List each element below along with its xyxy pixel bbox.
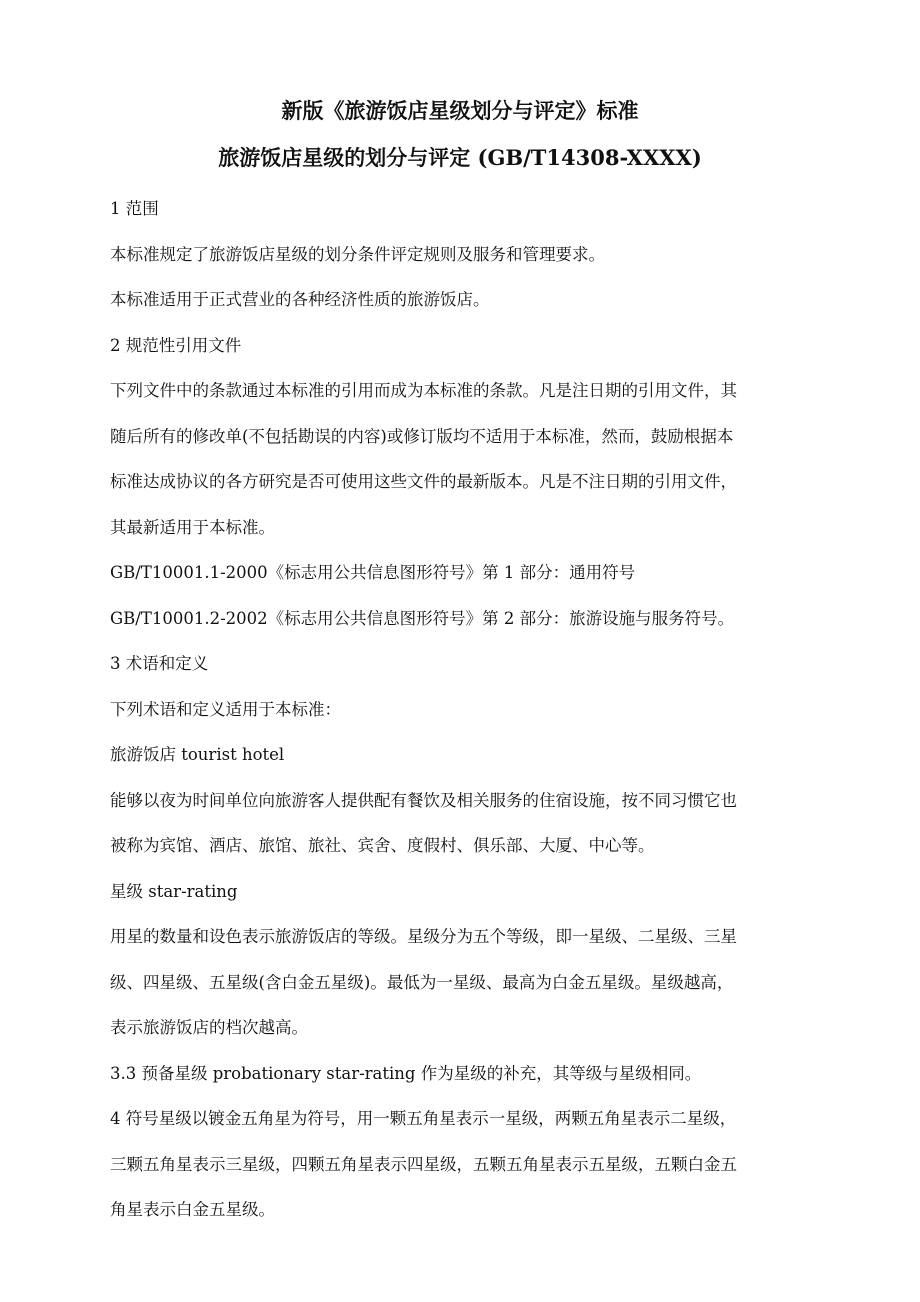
section-heading-scope: 1 范围 [110, 199, 159, 218]
reference-item: GB/T10001.1-2000《标志用公共信息图形符号》第 1 部分：通用符号 [110, 563, 636, 582]
paragraph-line: 其最新适用于本标准。 [110, 517, 275, 537]
reference-item: GB/T10001.2-2002《标志用公共信息图形符号》第 2 部分：旅游设施与服务符号。 [110, 608, 735, 628]
document-body [110, 186, 815, 1233]
paragraph-line: 本标准规定了旅游饭店星级的划分条件评定规则及服务和管理要求。 [110, 244, 605, 264]
paragraph-line: 随后所有的修改单(不包括勘误的内容)或修订版均不适用于本标准，然而，鼓励根据本 [110, 426, 734, 446]
paragraph-line: 用星的数量和设色表示旅游饭店的等级。星级分为五个等级，即一星级、二星级、三星 [110, 927, 737, 946]
term-heading: 旅游饭店 tourist hotel [110, 745, 285, 764]
paragraph-line: 下列术语和定义适用于本标准： [110, 699, 341, 719]
paragraph-line: 角星表示白金五星级。 [110, 1200, 275, 1219]
paragraph-line: 级、四星级、五星级(含白金五星级)。最低为一星级、最高为白金五星级。星级越高， [110, 972, 734, 992]
section-heading-symbols: 4 符号星级以镀金五角星为符号，用一颗五角星表示一星级，两颗五角星表示二星级， [110, 1109, 737, 1128]
paragraph-line: 三颗五角星表示三星级，四颗五角星表示四星级，五颗五角星表示五星级，五颗白金五 [110, 1154, 737, 1174]
section-heading-references: 2 规范性引用文件 [110, 335, 242, 355]
paragraph-line: 3.3 预备星级 probationary star-rating 作为星级的补充，其等级与星级相同。 [110, 1063, 702, 1083]
paragraph-line: 本标准适用于正式营业的各种经济性质的旅游饭店。 [110, 290, 490, 309]
document-title: 新版《旅游饭店星级划分与评定》标准 [281, 98, 639, 123]
section-heading-terms: 3 术语和定义 [110, 654, 209, 673]
paragraph-line: 能够以夜为时间单位向旅游客人提供配有餐饮及相关服务的住宿设施，按不同习惯它也 [110, 790, 737, 810]
paragraph-line: 表示旅游饭店的档次越高。 [110, 1018, 308, 1037]
paragraph-line: 被称为宾馆、酒店、旅馆、旅社、宾舍、度假村、俱乐部、大厦、中心等。 [110, 836, 655, 855]
term-heading: 星级 star-rating [110, 881, 238, 901]
paragraph-line: 下列文件中的条款通过本标准的引用而成为本标准的条款。凡是注日期的引用文件，其 [110, 381, 737, 400]
paragraph-line: 标准达成协议的各方研究是否可使用这些文件的最新版本。凡是不注日期的引用文件， [110, 472, 737, 491]
document-subtitle: 旅游饭店星级的划分与评定 (GB/T14308-XXXX) [218, 145, 702, 170]
